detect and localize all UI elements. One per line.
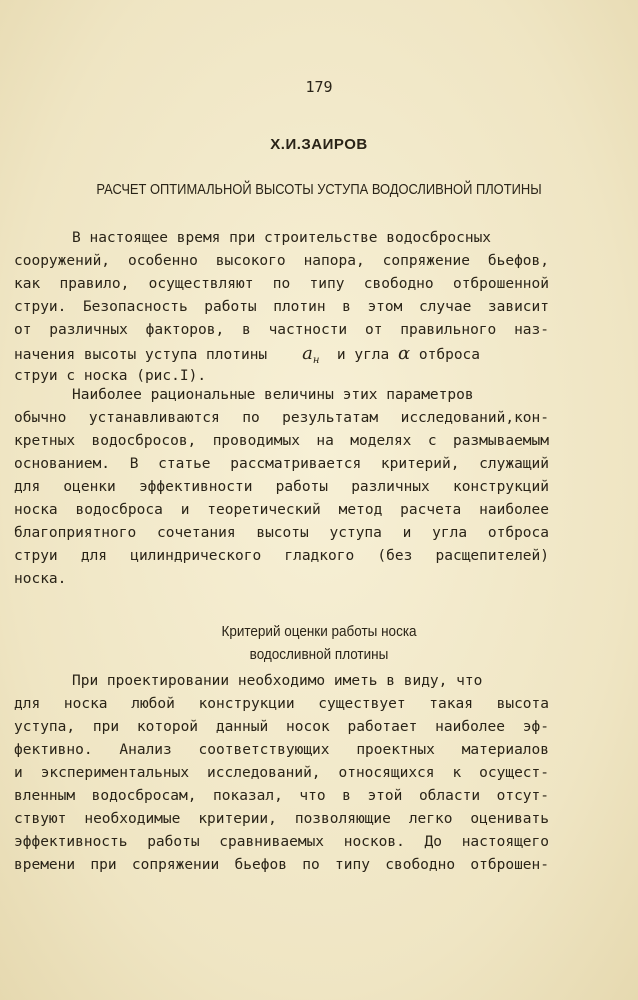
- text-line: для оценки эффективности работы различных конструкций: [14, 479, 549, 495]
- symbol-alpha: α: [398, 343, 411, 364]
- text-line: фективно. Анализ соответствующих проектных материалов: [14, 742, 549, 758]
- symbol-a-subscript: н: [312, 354, 320, 365]
- text-line: обычно устанавливаются по результатам исследований,кон-: [14, 410, 549, 426]
- text-line: В настоящее время при строительстве водосбросных: [72, 230, 492, 246]
- text-line: эффективность работы сравниваемых носков. До настоящего: [14, 834, 549, 850]
- text-line: носка водосброса и теоретический метод расчета наиболее: [14, 502, 549, 518]
- text-fragment: начения высоты уступа плотины: [14, 347, 268, 363]
- second-paragraph: [14, 384, 549, 591]
- text-line: времени при сопряжении бьефов по типу свободно отброшен-: [14, 857, 549, 873]
- text-line: от различных факторов, в частности от правильного наз-: [14, 322, 549, 338]
- text-line: Наиболее рациональные величины этих параметров: [72, 387, 474, 403]
- text-line: струи. Безопасность работы плотин в этом случае зависит: [14, 299, 549, 315]
- section-heading: [0, 620, 638, 666]
- text-line: струи с носка (рис.I).: [14, 368, 207, 384]
- symbol-a: a: [302, 343, 313, 364]
- section-heading-line-2: водосливной плотины: [249, 646, 389, 663]
- author-name: Х.И.ЗАИРОВ: [270, 136, 368, 153]
- text-line: струи для цилиндрического гладкого (без расщепителей): [14, 548, 549, 564]
- text-line: При проектировании необходимо иметь в виду, что: [72, 673, 483, 689]
- text-line: вленным водосбросам, показал, что в этой области отсут-: [14, 788, 549, 804]
- text-line: уступа, при которой данный носок работает наиболее эф-: [14, 719, 549, 735]
- text-line: ствуют необходимые критерии, позволяющие легко оценивать: [14, 811, 549, 827]
- text-fragment: отброса: [418, 347, 481, 363]
- text-line: как правило, осуществляют по типу свободно отброшенной: [14, 276, 549, 292]
- text-line-with-symbols: [14, 342, 549, 365]
- article-title: РАСЧЕТ ОПТИМАЛЬНОЙ ВЫСОТЫ УСТУПА ВОДОСЛИВНОЙ ПЛОТИНЫ: [96, 181, 542, 198]
- text-line: для носка любой конструкции существует такая высота: [14, 696, 549, 712]
- text-fragment: и угла: [336, 347, 390, 363]
- section-paragraph: [14, 670, 549, 877]
- text-line: кретных водосбросов, проводимых на моделях с размываемым: [14, 433, 549, 449]
- text-line: благоприятного сочетания высоты уступа и угла отброса: [14, 525, 549, 541]
- section-heading-line-1: Критерий оценки работы носка: [221, 623, 417, 640]
- intro-paragraph: [14, 227, 549, 388]
- text-line: и экспериментальных исследований, относящихся к осущест-: [14, 765, 549, 781]
- text-line: носка.: [14, 571, 67, 587]
- text-line: сооружений, особенно высокого напора, сопряжение бьефов,: [14, 253, 549, 269]
- text-line: основанием. В статье рассматривается критерий, служащий: [14, 456, 549, 472]
- page-number: 179: [305, 78, 333, 96]
